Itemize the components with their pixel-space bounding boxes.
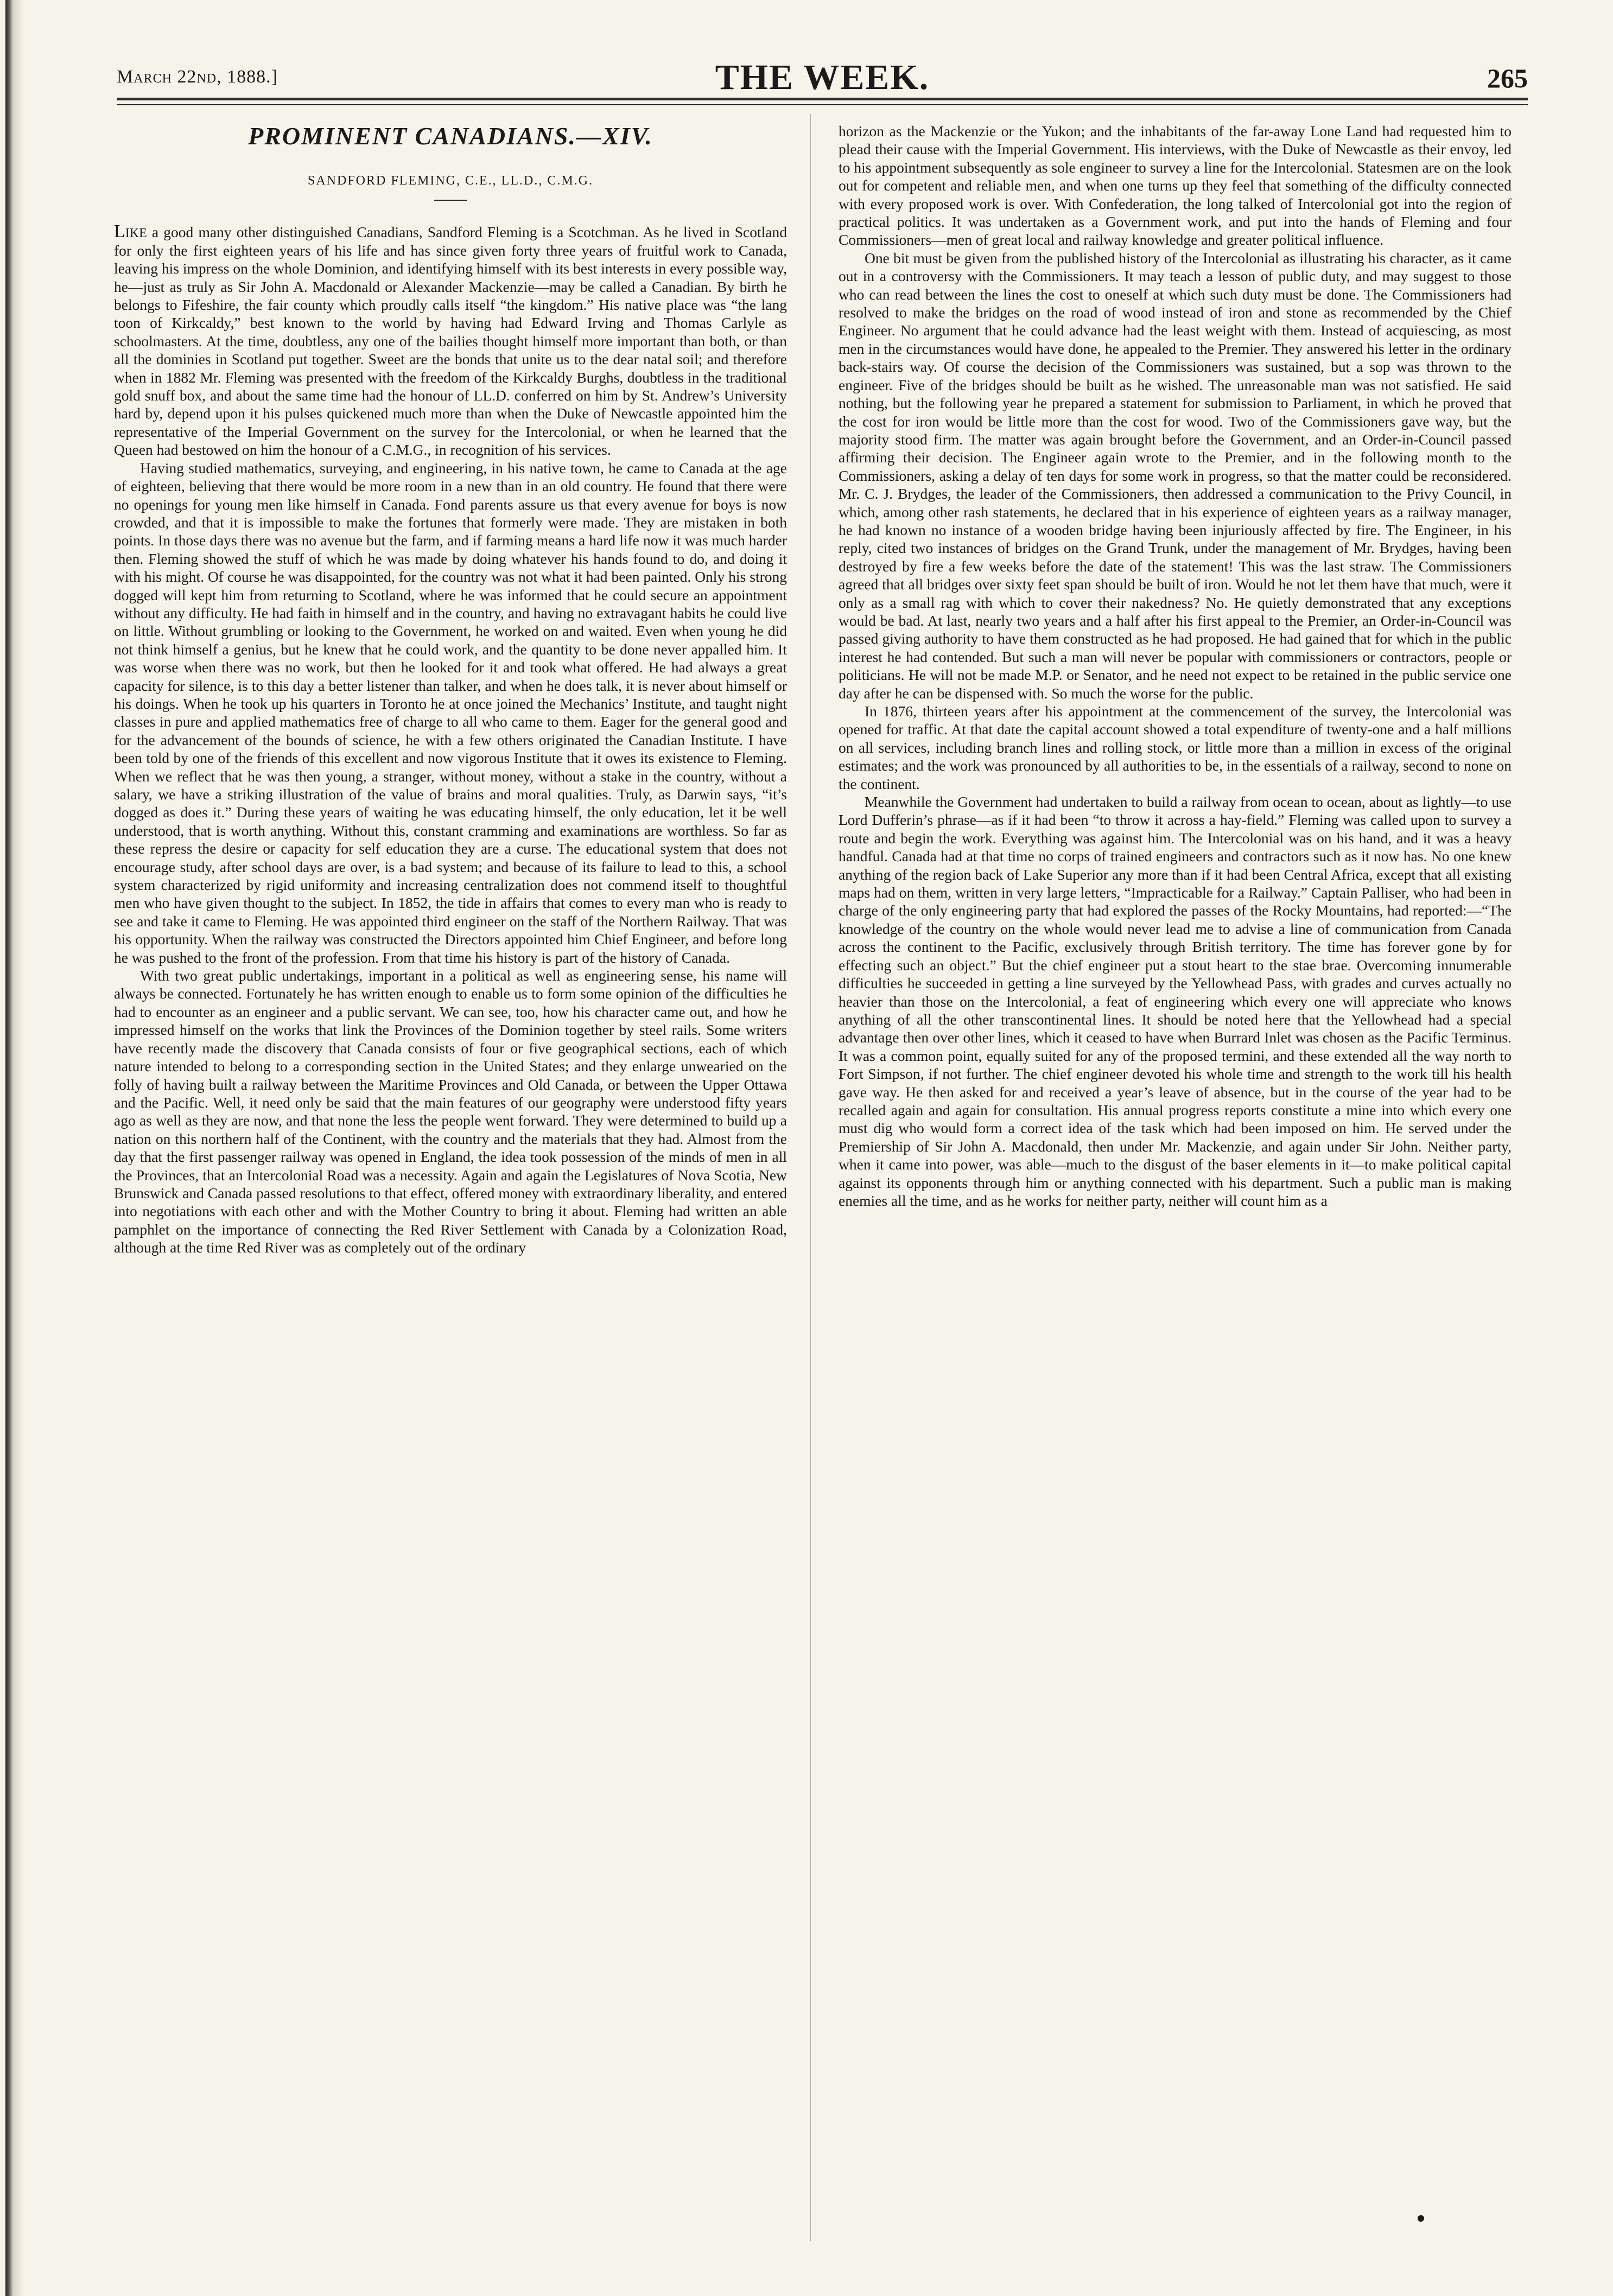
article-title: PROMINENT CANADIANS.—XIV.	[248, 122, 653, 150]
paragraph: Meanwhile the Government had undertaken to build a railway from ocean to ocean, about as lightly—to use Lord Dufferin’s phrase—as if it had been “to throw it across a hay-field.” Fleming was called upon to survey a route and begin the work. Everything was against him. The Intercolonial was on his hand, and it was a heavy handful. Canada had at that time no corps of trained engineers and contractors such as it now has. No one knew anything of the region back of Lake Superior any more than if it had been Central Africa, except that all existing maps had on them, written in very large letters, “Impracticable for a Railway.” Captain Palliser, who had been in charge of the only engineering party that had explored the passes of the Rocky Mountains, had reported:—“The knowledge of the country on the whole would never lead me to advise a line of communication from Canada across the continent to the Pacific, exclusively through British territory. The time has forever gone by for effecting such an object.” But the chief engineer put a stout heart to the stae brae. Overcoming innumerable difficulties he succeeded in getting a line surveyed by the Yellowhead Pass, with grades and curves actually no heavier than those on the Intercolonial, a feat of engineering which every one will appreciate who knows anything of all the other transcontinental lines. It should be noted here that the Yellowhead had a special advantage then over other lines, which it ceased to have when Burrard Inlet was chosen as the Pacific Terminus. It was a common point, equally suited for any of the proposed termini, and these extended all the way north to Fort Simpson, if not further. The chief engineer devoted his whole time and strength to the work till his health gave way. He then asked for and received a year’s leave of absence, but in the course of the year had to be recalled again and again for consultation. His annual progress reports constitute a mine into which every one must dig who would form a correct idea of the task which had been imposed on him. He served under the Premiership of Sir John A. Macdonald, then under Mr. Mackenzie, and again under Sir John. Neither party, when it came into power, was able—much to the disgust of the baser elements in it—to make political capital against its opponents through him or anything connected with his department. Such a public man is making enemies all the time, and as he works for neither party, neither will count him as a	[839, 793, 1512, 1209]
paragraph: In 1876, thirteen years after his appointment at the commencement of the survey, the Intercolonial was opened for traffic. At that date the capital account showed a total expenditure of twenty-one and a half millions on all services, including branch lines and rolling stock, or little more than a million in excess of the original estimates; and the work was pronounced by all authorities to be, in the essentials of a railway, second to none on the continent.	[839, 703, 1512, 792]
masthead-rule-thick	[117, 98, 1528, 100]
page-binding-edge	[5, 0, 24, 2296]
column-divider	[810, 114, 811, 2241]
opening-word: Like	[114, 221, 147, 242]
ink-speck	[1418, 2215, 1424, 2222]
paragraph	[114, 222, 787, 459]
paragraph: Having studied mathematics, surveying, and engineering, in his native town, he came to Canada at the age of eighteen, believing that there would be more room in a new than in an old country. He found that there were no openings for young men like himself in Canada. Fond parents assure us that every avenue for boys is now crowded, and that it is impossible to make the fortunes that formerly were made. They are mistaken in both points. In those days there was no avenue but the farm, and if farming means a hard life now it was much harder then. Fleming showed the stuff of which he was made by doing whatever his hands found to do, and doing it with his might. Of course he was disappointed, for the country was not what it had been painted. Only his strong dogged will kept him from returning to Scotland, where he was informed that he could secure an appointment without any difficulty. He had faith in himself and in the country, and having no extravagant habits he could live on little. Without grumbling or looking to the Government, he worked on and waited. Even when young he did not think himself a genius, but he knew that he could work, and the quantity to be done never appalled him. It was worse when there was no work, but then he looked for it and took what offered. He had always a great capacity for silence, is to this day a better listener than talker, and when he does talk, it is never about himself or his doings. When he took up his quarters in Toronto he at once joined the Mechanics’ Institute, and taught night classes in pure and applied mathematics free of charge to all who came to them. Eager for the general good and for the advancement of the bounds of science, he with a few others originated the Canadian Institute. I have been told by one of the friends of this excellent and now vigorous Institute that it owes its existence to Fleming. When we reflect that he was then young, a stranger, without money, without a stake in the country, without a salary, we have a striking illustration of the value of brains and moral qualities. Truly, as Darwin says, “it’s dogged as does it.” During these years of waiting he was educating himself, the only education, let it be well understood, that is worth anything. Without this, constant cramming and examinations are worthless. So far as these repress the desire or capacity for self education they are a curse. The educational system that does not encourage study, after school days are over, is a bad system; and because of its failure to lead to this, a school system characterized by rigid uniformity and increasing centralization does not commend itself to thoughtful men who have given thought to the subject. In 1852, the tide in affairs that comes to every man who is ready to see and take it came to Fleming. He was appointed third engineer on the staff of the Northern Railway. That was his opportunity. When the railway was constructed the Directors appointed him Chief Engineer, and before long he was pushed to the front of the profession. From that time his history is part of the history of Canada.	[114, 459, 787, 966]
subtitle-rule	[434, 200, 467, 201]
page-number: 265	[1487, 63, 1528, 93]
paragraph: With two great public undertakings, important in a political as well as engineering sense, his name will always be connected. Fortunately he has written enough to enable us to form some opinion of the difficulties he had to encounter as an engineer and a public servant. We can see, too, how his character came out, and how he impressed himself on the works that link the Provinces of the Dominion together by steel rails. Some writers have recently made the discovery that Canada consists of four or five geographical sections, each of which nature intended to belong to a corresponding section in the United States; and they enlarge unwearied on the folly of having built a railway between the Maritime Provinces and Old Canada, or between the Upper Ottawa and the Pacific. Well, it need only be said that the main features of our geography were understood fifty years ago as well as they are now, and that none the less the people went forward. They were determined to build up a nation on this northern half of the Continent, with the country and the materials that they had. Almost from the day that the first passenger railway was opened in England, the idea took possession of the minds of men in all the Provinces, that an Intercolonial Road was a necessity. Again and again the Legislatures of Nova Scotia, New Brunswick and Canada passed resolutions to that effect, offered money with extraordinary liberality, and entered into negotiations with each other and with the Mother Country to bring it about. Fleming had written an able pamphlet on the importance of connecting the Red River Settlement with Canada by a Colonization Road, although at the time Red River was as completely out of the ordinary	[114, 967, 787, 1256]
paragraph: horizon as the Mackenzie or the Yukon; and the inhabitants of the far-away Lone Land had requested him to plead their cause with the Imperial Government. His interviews, with the Duke of Newcastle as their envoy, led to his appointment subsequently as sole engineer to survey a line for the Intercolonial. Statesmen are on the look out for competent and reliable men, and when one turns up they feel that something of the difficulty connected with every proposed work is over. With Confederation, the long talked of Intercolonial got into the region of practical politics. It was undertaken as a Government work, and put into the hands of Fleming and four Commissioners—men of great local and railway knowledge and greater political influence.	[839, 123, 1512, 249]
publication-title: THE WEEK.	[715, 58, 930, 97]
paragraph: One bit must be given from the published history of the Intercolonial as illustrating his character, as it came out in a controversy with the Commissioners. It may teach a lesson of public duty, and may suggest to those who can read between the lines the cost to oneself at which such duty must be done. The Commissioners had resolved to make the bridges on the road of wood instead of iron and stone as recommended by the Chief Engineer. No argument that he could advance had the least weight with them. Instead of acquiescing, as most men in the circumstances would have done, he appealed to the Premier. They answered his letter in the ordinary back-stairs way. Of course the decision of the Commissioners was sustained, but a sop was thrown to the engineer. Five of the bridges should be built as he wished. The unreasonable man was not satisfied. He said nothing, but the following year he prepared a statement for submission to Parliament, in which he proved that the cost for iron would be little more than the cost for wood. Two of the Commissioners gave way, but the majority stood firm. The matter was again brought before the Government, and an Order-in-Council passed affirming their decision. The Engineer again wrote to the Premier, and in the following month to the Commissioners, asking a delay of ten days for some work in progress, so that the matter could be reconsidered. Mr. C. J. Brydges, the leader of the Commissioners, then addressed a communication to the Privy Council, in which, among other rash statements, he declared that in his experience of eighteen years as a railway manager, he had known no instance of a wooden bridge having been injuriously affected by fire. The Engineer, in his reply, cited two instances of bridges on the Grand Trunk, under the management of Mr. Brydges, having been destroyed by fire a few weeks before the date of the statement! This was the last straw. The Commissioners agreed that all bridges over sixty feet span should be built of iron. Would he not let them have that much, were it only as a small rag with which to cover their nakedness? No. He quietly demonstrated that any exceptions would be bad. At last, nearly two years and a half after his first appeal to the Premier, an Order-in-Council was passed giving authority to have them constructed as he had proposed. He had gained that for which in the public interest he had contended. But such a man will never be popular with commissioners or contractors, people or politicians. He will not be made M.P. or Senator, and he need not expect to be retained in the public service one day after he can be dispensed with. So much the worse for the public.	[839, 249, 1512, 702]
left-column	[114, 122, 787, 2244]
right-column	[839, 122, 1512, 2244]
issue-date: March 22nd, 1888.]	[117, 67, 278, 87]
masthead-rule-thin	[117, 104, 1528, 105]
article-subtitle: SANDFORD FLEMING, C.E., LL.D., C.M.G.	[307, 174, 594, 188]
paragraph-text: a good many other distinguished Canadians, Sandford Fleming is a Scotchman. As he lived in Scotland for only the first eighteen years of his life and has since given forty three years of fruitful work to Canada, leaving his impress on the whole Dominion, and identifying himself with its best interests in every possible way, he—just as truly as Sir John A. Macdonald or Alexander Mackenzie—may be called a Canadian. By birth he belongs to Fifeshire, the fair county which proudly calls itself “the kingdom.” His native place was “the lang toon of Kirkcaldy,” best known to the world by having had Edward Irving and Thomas Carlyle as schoolmasters. At the time, doubtless, any one of the bailies thought himself more important than both, or than all the dominies in Scotland put together. Sweet are the bonds that unite us to the dear natal soil; and therefore when in 1882 Mr. Fleming was presented with the freedom of the Kirkcaldy Burghs, doubtless in the traditional gold snuff box, and about the same time had the honour of LL.D. conferred on him by St. Andrew’s University hard by, depend upon it his pulses quickened much more than when the Duke of Newcastle appointed him the representative of the Imperial Government on the survey for the Intercolonial, or when he learned that the Queen had bestowed on him the honour of a C.M.G., in recognition of his services.	[114, 224, 787, 459]
